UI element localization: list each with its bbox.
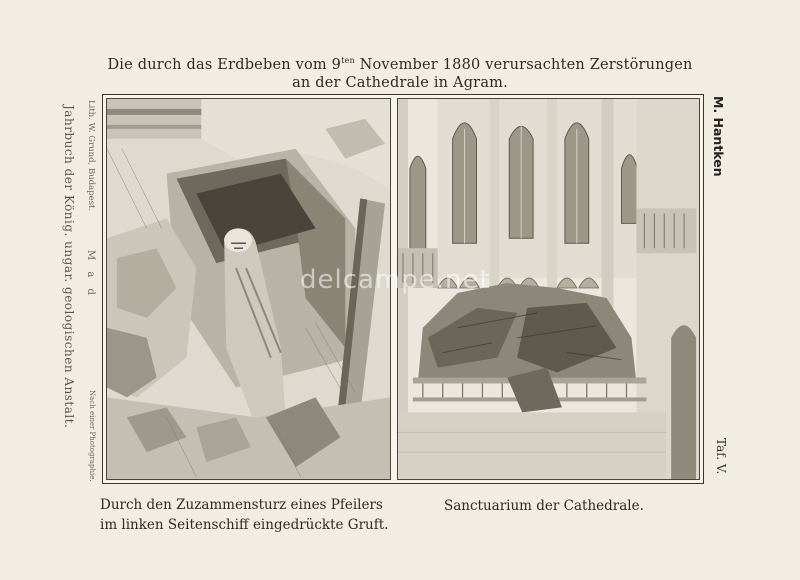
source-credit: Nach einer Photographie. [88,390,96,482]
watermark: delcampe.net [300,265,491,295]
plate-title [100,52,700,92]
title-line-2: an der Cathedrale in Agram. [292,74,508,91]
journal-title: Jahrbuch der König. ungar. geologischen Anstalt. [62,105,76,429]
left-caption [100,495,400,535]
mad-label: M a d [85,250,96,299]
plate-number: Taf. V. [714,438,728,475]
left-caption-line-1: Durch den Zuzammensturz eines Pfeilers [100,497,383,513]
author-label: M. Hantken [711,96,726,177]
lithographer-credit: Lith. W. Grund, Budapest. [86,100,96,212]
right-caption: Sanctuarium der Cathedrale. [444,498,644,514]
left-caption-line-2: im linken Seitenschiff eingedrückte Gruft. [100,517,389,533]
title-line-1: Die durch das Erdbeben vom $9^{ten}$ November 1880 verursachten Zerstörungen [107,56,693,73]
